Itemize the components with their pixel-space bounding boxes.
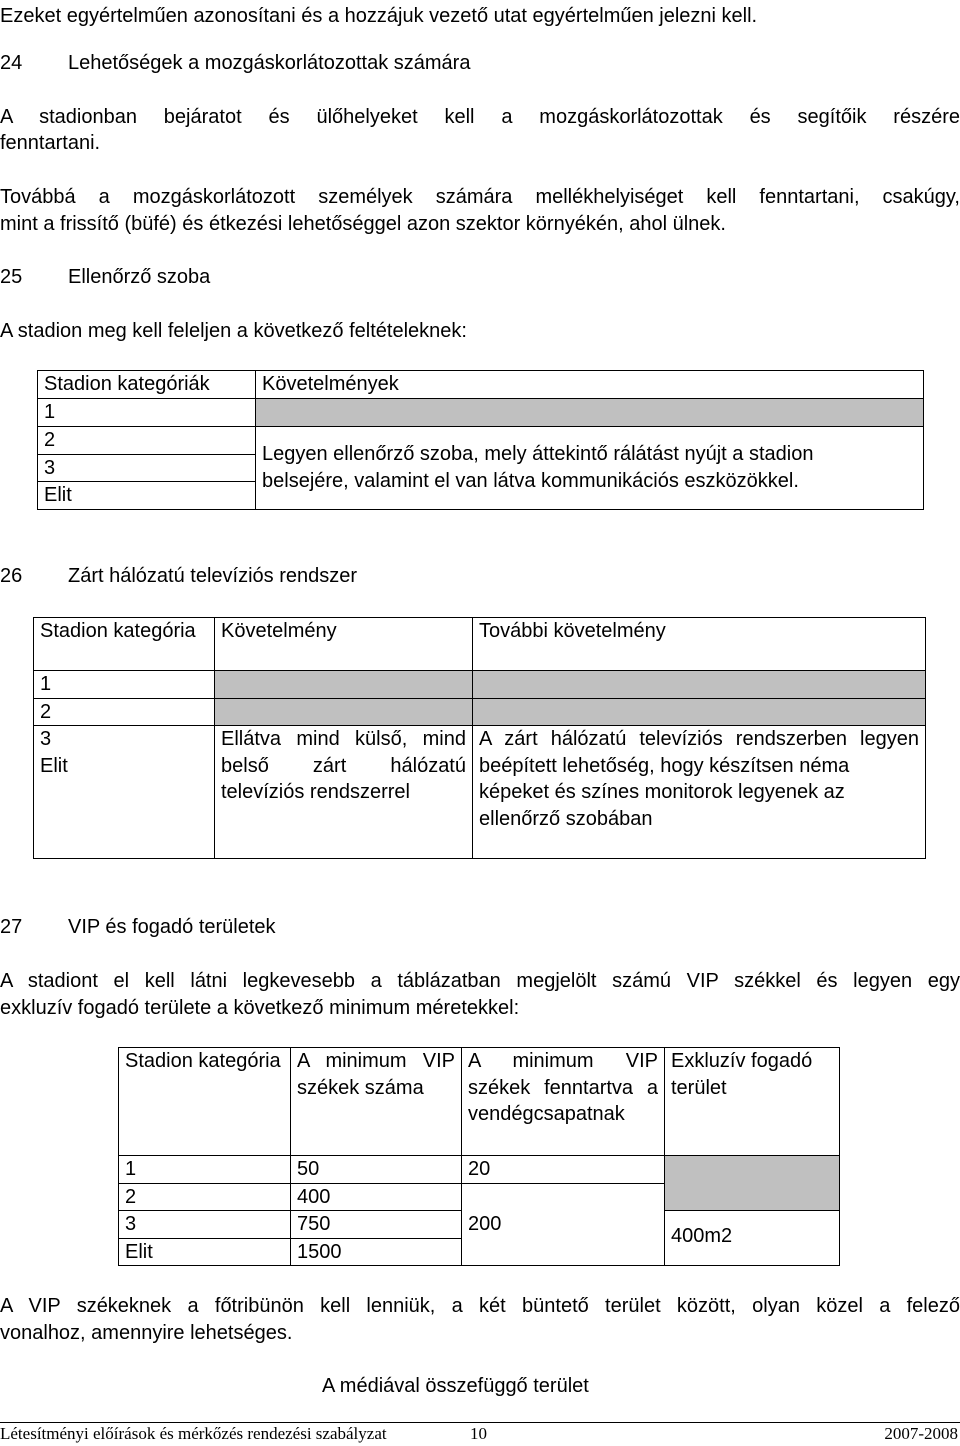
sec24-p1-line2: fenntartani. <box>0 132 101 154</box>
footer-title: Létesítményi előírások és mérkőzés rendezési szabályzat <box>0 1424 387 1443</box>
sec27-p2-line1: A VIP székeknek a főtribünön kell lenniük, a két büntető terület között, olyan közel a felező <box>0 1295 960 1317</box>
table-cell: 400m2 <box>665 1211 840 1266</box>
table-cell: 1500 <box>291 1238 462 1266</box>
footer-divider <box>0 1422 960 1423</box>
section-24-heading <box>0 50 960 76</box>
requirement-cell: Ellátva mind külső, mind belső zárt hálózatú televíziós rendszerrel <box>215 726 473 859</box>
table-header: A minimum VIP székek száma <box>291 1048 462 1156</box>
sec25-paragraph: A stadion meg kell feleljen a következő feltételeknek: <box>0 320 467 342</box>
table-header: Követelmények <box>256 371 924 399</box>
table-cell: 2 <box>119 1183 291 1211</box>
table-cell: 400 <box>291 1183 462 1211</box>
section-26-heading <box>0 563 960 589</box>
table-header: További követelmény <box>473 618 926 671</box>
table-cell: 3 <box>119 1211 291 1239</box>
sec27-p1-line2: exkluzív fogadó területe a következő minimum méretekkel: <box>0 997 520 1019</box>
section-title: Lehetőségek a mozgáskorlátozottak számára <box>68 52 471 74</box>
section-27-heading <box>0 914 960 940</box>
sec27-p1-line1: A stadiont el kell látni legkevesebb a táblázatban megjelölt számú VIP székkel és legyen egy <box>0 970 960 992</box>
table-cell <box>34 726 215 859</box>
sec24-p2-line1: Továbbá a mozgáskorlátozott személyek számára mellékhelyiséget kell fenntartani, csakúgy, <box>0 186 960 208</box>
extra-requirement-line: beépített lehetőség, hogy készítsen néma képeket és színes monitorok legyenek az ellenőrző szobában <box>479 754 850 830</box>
extra-requirement-cell <box>473 726 926 859</box>
table-cell: 1 <box>38 399 256 427</box>
shaded-cell <box>215 698 473 726</box>
section-number: 25 <box>0 266 23 288</box>
cctv-table <box>33 617 926 859</box>
sec27-p2-line2: vonalhoz, amennyire lehetséges. <box>0 1322 293 1344</box>
section-number: 24 <box>0 52 23 74</box>
table-header: Stadion kategória <box>119 1048 291 1156</box>
control-room-table <box>37 370 924 510</box>
page-number: 10 <box>470 1424 487 1443</box>
section-title: VIP és fogadó területek <box>68 916 276 938</box>
category-label: 3 <box>40 728 52 750</box>
table-cell: 750 <box>291 1211 462 1239</box>
table-cell: Elit <box>38 482 256 510</box>
sec24-p1-line1: A stadionban bejáratot és ülőhelyeket kell a mozgáskorlátozottak és segítőik részére <box>0 106 960 128</box>
section-25-heading <box>0 264 960 290</box>
table-header: Követelmény <box>215 618 473 671</box>
next-section-heading: A médiával összefüggő terület <box>322 1375 589 1397</box>
intro-text: Ezeket egyértelműen azonosítani és a hozzájuk vezető utat egyértelműen jelezni kell. <box>0 5 758 27</box>
section-number: 26 <box>0 565 23 587</box>
requirement-line: Legyen ellenőrző szoba, mely áttekintő rálátást nyújt a stadion <box>262 443 814 466</box>
requirement-cell <box>256 427 924 510</box>
shaded-cell <box>215 671 473 699</box>
table-cell: Elit <box>119 1238 291 1266</box>
shaded-cell <box>665 1156 840 1211</box>
table-cell: 20 <box>462 1156 665 1184</box>
table-cell: 3 <box>38 454 256 482</box>
footer-year: 2007-2008 <box>884 1424 958 1443</box>
page-footer <box>0 1422 960 1446</box>
table-cell: 2 <box>34 698 215 726</box>
shaded-cell <box>473 671 926 699</box>
section-number: 27 <box>0 916 23 938</box>
table-cell: 2 <box>38 427 256 455</box>
sec24-p2-line2: mint a frissítő (büfé) és étkezési lehetőséggel azon szektor környékén, ahol ülnek. <box>0 213 726 235</box>
table-header: Stadion kategória <box>34 618 215 671</box>
shaded-cell <box>256 399 924 427</box>
category-label: Elit <box>40 754 68 777</box>
table-header: Stadion kategóriák <box>38 371 256 399</box>
shaded-cell <box>473 698 926 726</box>
section-title: Zárt hálózatú televíziós rendszer <box>68 565 358 587</box>
section-title: Ellenőrző szoba <box>68 266 211 288</box>
extra-requirement-line: A zárt hálózatú televíziós rendszerben legyen <box>479 728 919 750</box>
table-cell: 1 <box>119 1156 291 1184</box>
requirement-line: belsejére, valamint el van látva kommunikációs eszközökkel. <box>262 469 799 492</box>
vip-table <box>118 1047 840 1266</box>
table-header: A minimum VIP székek fenntartva a vendégcsapatnak <box>462 1048 665 1156</box>
table-cell: 50 <box>291 1156 462 1184</box>
table-cell: 1 <box>34 671 215 699</box>
table-cell: 200 <box>462 1183 665 1266</box>
table-header: Exkluzív fogadó terület <box>665 1048 840 1156</box>
